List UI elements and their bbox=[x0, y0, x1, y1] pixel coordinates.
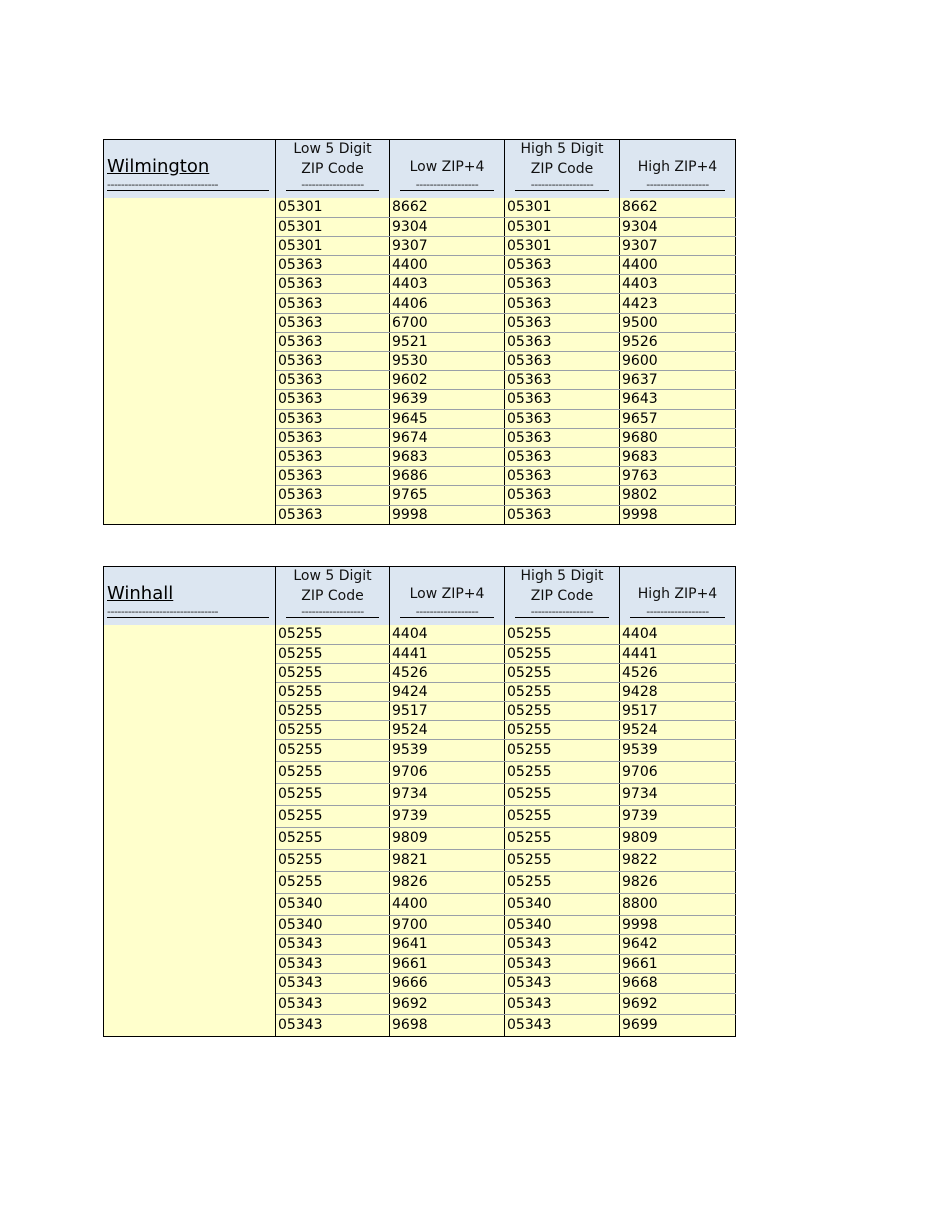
high5-cell: 05363 bbox=[505, 428, 620, 447]
low5-cell: 05301 bbox=[276, 217, 390, 236]
low5-header bbox=[276, 567, 390, 626]
low5-cell: 05363 bbox=[276, 332, 390, 351]
low4-label: Low ZIP+4 bbox=[409, 586, 485, 602]
low5-cell: 05363 bbox=[276, 294, 390, 313]
high5-cell: 05255 bbox=[505, 849, 620, 871]
high5-cell: 05255 bbox=[505, 739, 620, 761]
zip-table-winhall bbox=[103, 566, 736, 1037]
high4-cell: 9822 bbox=[620, 849, 736, 871]
low5-cell: 05363 bbox=[276, 428, 390, 447]
low5-cell: 05363 bbox=[276, 390, 390, 409]
low5-cell: 05255 bbox=[276, 720, 390, 739]
high4-header bbox=[620, 567, 736, 626]
low5-cell: 05255 bbox=[276, 739, 390, 761]
high5-cell: 05255 bbox=[505, 720, 620, 739]
low4-cell: 9424 bbox=[390, 682, 505, 701]
high5-cell: 05301 bbox=[505, 217, 620, 236]
low4-cell: 9304 bbox=[390, 217, 505, 236]
high4-label: High ZIP+4 bbox=[637, 159, 718, 175]
high4-cell: 4526 bbox=[620, 663, 736, 682]
high4-cell: 9642 bbox=[620, 935, 736, 955]
high5-cell: 05340 bbox=[505, 893, 620, 915]
low4-cell: 9666 bbox=[390, 974, 505, 994]
high4-cell: 9706 bbox=[620, 761, 736, 783]
table-header-row bbox=[104, 567, 736, 626]
high4-cell: 9637 bbox=[620, 371, 736, 390]
table-body bbox=[104, 625, 736, 1036]
high5-cell: 05343 bbox=[505, 935, 620, 955]
low5-cell: 05255 bbox=[276, 663, 390, 682]
low5-cell: 05363 bbox=[276, 313, 390, 332]
header-dashes: ------------------ bbox=[630, 607, 725, 618]
low5-cell: 05343 bbox=[276, 935, 390, 955]
low5-label: Low 5 Digit ZIP Code bbox=[293, 568, 372, 604]
low4-cell: 9765 bbox=[390, 486, 505, 505]
town-name: Winhall bbox=[107, 583, 174, 604]
high4-cell: 9661 bbox=[620, 954, 736, 974]
table-header-row bbox=[104, 140, 736, 199]
high4-cell: 9304 bbox=[620, 217, 736, 236]
table-row bbox=[104, 198, 736, 217]
high4-cell: 4400 bbox=[620, 256, 736, 275]
header-dashes: ------------------ bbox=[286, 607, 379, 618]
high4-cell: 9657 bbox=[620, 409, 736, 428]
high4-cell: 9307 bbox=[620, 236, 736, 255]
low4-cell: 9674 bbox=[390, 428, 505, 447]
high5-cell: 05301 bbox=[505, 198, 620, 217]
high4-cell: 9600 bbox=[620, 352, 736, 371]
header-dashes: ------------------ bbox=[400, 180, 494, 191]
high4-cell: 9998 bbox=[620, 915, 736, 935]
low5-cell: 05343 bbox=[276, 993, 390, 1015]
low4-cell: 9645 bbox=[390, 409, 505, 428]
low4-cell: 9826 bbox=[390, 871, 505, 893]
high5-cell: 05363 bbox=[505, 275, 620, 294]
high5-cell: 05340 bbox=[505, 915, 620, 935]
high5-cell: 05255 bbox=[505, 682, 620, 701]
low4-header bbox=[390, 567, 505, 626]
low4-label: Low ZIP+4 bbox=[409, 159, 485, 175]
high4-cell: 9526 bbox=[620, 332, 736, 351]
high4-cell: 9763 bbox=[620, 467, 736, 486]
low4-cell: 9639 bbox=[390, 390, 505, 409]
high5-cell: 05255 bbox=[505, 827, 620, 849]
high4-cell: 9517 bbox=[620, 701, 736, 720]
high4-cell: 4441 bbox=[620, 644, 736, 663]
high4-cell: 9524 bbox=[620, 720, 736, 739]
low4-cell: 9539 bbox=[390, 739, 505, 761]
high5-cell: 05363 bbox=[505, 447, 620, 466]
low5-cell: 05340 bbox=[276, 893, 390, 915]
high5-cell: 05363 bbox=[505, 352, 620, 371]
high5-header bbox=[505, 140, 620, 199]
low5-cell: 05363 bbox=[276, 256, 390, 275]
town-blank-cell bbox=[104, 625, 276, 1036]
high5-cell: 05255 bbox=[505, 805, 620, 827]
high5-cell: 05343 bbox=[505, 993, 620, 1015]
table-body bbox=[104, 198, 736, 524]
low4-cell: 9686 bbox=[390, 467, 505, 486]
high4-cell: 9699 bbox=[620, 1015, 736, 1037]
low5-cell: 05363 bbox=[276, 505, 390, 524]
low5-cell: 05255 bbox=[276, 871, 390, 893]
low5-cell: 05363 bbox=[276, 409, 390, 428]
header-dashes: -------------------------------- bbox=[107, 607, 269, 618]
high5-cell: 05255 bbox=[505, 783, 620, 805]
low5-cell: 05255 bbox=[276, 761, 390, 783]
high4-cell: 9643 bbox=[620, 390, 736, 409]
high5-cell: 05255 bbox=[505, 761, 620, 783]
high5-cell: 05363 bbox=[505, 409, 620, 428]
high5-cell: 05363 bbox=[505, 371, 620, 390]
low5-cell: 05255 bbox=[276, 849, 390, 871]
header-dashes: ------------------ bbox=[515, 180, 609, 191]
low5-cell: 05343 bbox=[276, 974, 390, 994]
high4-cell: 9739 bbox=[620, 805, 736, 827]
high5-label: High 5 Digit ZIP Code bbox=[520, 568, 604, 604]
high4-cell: 9668 bbox=[620, 974, 736, 994]
low4-cell: 9602 bbox=[390, 371, 505, 390]
high4-header bbox=[620, 140, 736, 199]
high4-cell: 9809 bbox=[620, 827, 736, 849]
high5-cell: 05301 bbox=[505, 236, 620, 255]
high4-cell: 8800 bbox=[620, 893, 736, 915]
high5-cell: 05363 bbox=[505, 486, 620, 505]
low4-cell: 8662 bbox=[390, 198, 505, 217]
high5-cell: 05363 bbox=[505, 467, 620, 486]
low4-cell: 4526 bbox=[390, 663, 505, 682]
low4-cell: 9661 bbox=[390, 954, 505, 974]
low4-cell: 9307 bbox=[390, 236, 505, 255]
town-name: Wilmington bbox=[107, 156, 210, 177]
high4-cell: 9826 bbox=[620, 871, 736, 893]
header-dashes: ------------------ bbox=[515, 607, 609, 618]
low4-cell: 4403 bbox=[390, 275, 505, 294]
low4-cell: 4406 bbox=[390, 294, 505, 313]
header-dashes: ------------------ bbox=[630, 180, 725, 191]
high5-cell: 05363 bbox=[505, 294, 620, 313]
low4-cell: 9683 bbox=[390, 447, 505, 466]
low5-cell: 05363 bbox=[276, 467, 390, 486]
low4-cell: 9821 bbox=[390, 849, 505, 871]
high4-cell: 9692 bbox=[620, 993, 736, 1015]
low4-cell: 9998 bbox=[390, 505, 505, 524]
low4-cell: 4404 bbox=[390, 625, 505, 644]
low5-label: Low 5 Digit ZIP Code bbox=[293, 141, 372, 177]
low4-cell: 9739 bbox=[390, 805, 505, 827]
low4-cell: 9521 bbox=[390, 332, 505, 351]
high4-cell: 9500 bbox=[620, 313, 736, 332]
high4-cell: 9428 bbox=[620, 682, 736, 701]
high5-cell: 05255 bbox=[505, 663, 620, 682]
low4-cell: 9641 bbox=[390, 935, 505, 955]
low4-cell: 4400 bbox=[390, 893, 505, 915]
high4-cell: 9998 bbox=[620, 505, 736, 524]
low4-cell: 9517 bbox=[390, 701, 505, 720]
high5-cell: 05363 bbox=[505, 256, 620, 275]
low4-cell: 6700 bbox=[390, 313, 505, 332]
low4-cell: 9698 bbox=[390, 1015, 505, 1037]
low4-cell: 9700 bbox=[390, 915, 505, 935]
table-row bbox=[104, 625, 736, 644]
town-header bbox=[104, 567, 276, 626]
high5-cell: 05363 bbox=[505, 313, 620, 332]
low4-cell: 9706 bbox=[390, 761, 505, 783]
low5-cell: 05340 bbox=[276, 915, 390, 935]
low5-cell: 05343 bbox=[276, 1015, 390, 1037]
low5-cell: 05255 bbox=[276, 783, 390, 805]
high5-label: High 5 Digit ZIP Code bbox=[520, 141, 604, 177]
low5-cell: 05255 bbox=[276, 827, 390, 849]
town-blank-cell bbox=[104, 198, 276, 524]
high4-cell: 9683 bbox=[620, 447, 736, 466]
high4-cell: 9734 bbox=[620, 783, 736, 805]
low4-cell: 9692 bbox=[390, 993, 505, 1015]
high4-cell: 4403 bbox=[620, 275, 736, 294]
header-dashes: ------------------ bbox=[286, 180, 379, 191]
low4-cell: 4441 bbox=[390, 644, 505, 663]
low4-cell: 9809 bbox=[390, 827, 505, 849]
high5-cell: 05255 bbox=[505, 701, 620, 720]
zip-table-wilmington bbox=[103, 139, 736, 525]
high5-cell: 05255 bbox=[505, 871, 620, 893]
low5-header bbox=[276, 140, 390, 199]
low5-cell: 05363 bbox=[276, 371, 390, 390]
high5-header bbox=[505, 567, 620, 626]
low5-cell: 05301 bbox=[276, 198, 390, 217]
high5-cell: 05363 bbox=[505, 390, 620, 409]
low5-cell: 05363 bbox=[276, 486, 390, 505]
low5-cell: 05363 bbox=[276, 447, 390, 466]
low5-cell: 05255 bbox=[276, 644, 390, 663]
low5-cell: 05363 bbox=[276, 352, 390, 371]
high4-cell: 4423 bbox=[620, 294, 736, 313]
low4-cell: 9734 bbox=[390, 783, 505, 805]
low5-cell: 05255 bbox=[276, 805, 390, 827]
high4-cell: 4404 bbox=[620, 625, 736, 644]
low5-cell: 05363 bbox=[276, 275, 390, 294]
low5-cell: 05301 bbox=[276, 236, 390, 255]
low4-cell: 9530 bbox=[390, 352, 505, 371]
high5-cell: 05343 bbox=[505, 954, 620, 974]
high5-cell: 05343 bbox=[505, 1015, 620, 1037]
high5-cell: 05343 bbox=[505, 974, 620, 994]
high4-cell: 9539 bbox=[620, 739, 736, 761]
high4-label: High ZIP+4 bbox=[637, 586, 718, 602]
low4-cell: 9524 bbox=[390, 720, 505, 739]
high5-cell: 05255 bbox=[505, 644, 620, 663]
low4-header bbox=[390, 140, 505, 199]
header-dashes: ------------------ bbox=[400, 607, 494, 618]
header-dashes: -------------------------------- bbox=[107, 180, 269, 191]
high4-cell: 9680 bbox=[620, 428, 736, 447]
high5-cell: 05363 bbox=[505, 505, 620, 524]
high5-cell: 05363 bbox=[505, 332, 620, 351]
low5-cell: 05343 bbox=[276, 954, 390, 974]
low5-cell: 05255 bbox=[276, 625, 390, 644]
high4-cell: 8662 bbox=[620, 198, 736, 217]
low4-cell: 4400 bbox=[390, 256, 505, 275]
low5-cell: 05255 bbox=[276, 682, 390, 701]
town-header bbox=[104, 140, 276, 199]
high4-cell: 9802 bbox=[620, 486, 736, 505]
low5-cell: 05255 bbox=[276, 701, 390, 720]
high5-cell: 05255 bbox=[505, 625, 620, 644]
